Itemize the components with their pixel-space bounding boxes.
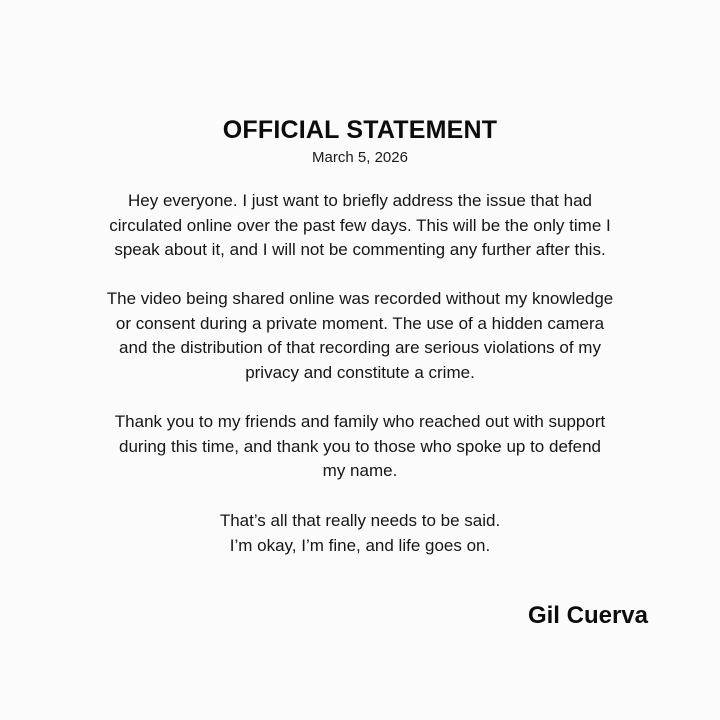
paragraph-line: speak about it, and I will not be commenting any further after this. (114, 240, 606, 259)
signature-name: Gil Cuerva (527, 602, 648, 629)
statement-date: March 5, 2026 (312, 149, 408, 166)
paragraph-line: The video being shared online was recorded without my knowledge (106, 289, 614, 308)
paragraph-line: Thank you to my friends and family who reached out with support (114, 412, 606, 431)
paragraph-thanks (40, 410, 680, 484)
paragraph-line: Hey everyone. I just want to briefly address the issue that had (128, 191, 592, 210)
paragraph-line: circulated online over the past few days. This will be the only time I (109, 215, 611, 235)
paragraph-video (40, 287, 680, 385)
paragraph-line: or consent during a private moment. The use of a hidden camera (115, 313, 605, 333)
paragraph-line: That’s all that really needs to be said. (219, 511, 501, 530)
paragraph-line: during this time, and thank you to those who spoke up to defend (119, 436, 601, 456)
paragraph-line: I’m okay, I’m fine, and life goes on. (229, 535, 491, 555)
paragraph-address (40, 189, 680, 263)
paragraph-closing (40, 509, 680, 558)
statement-title: OFFICIAL STATEMENT (222, 116, 498, 144)
paragraph-line: privacy and constitute a crime. (245, 362, 475, 382)
paragraph-line: my name. (322, 461, 398, 480)
paragraph-line: and the distribution of that recording are serious violations of my (119, 338, 601, 357)
